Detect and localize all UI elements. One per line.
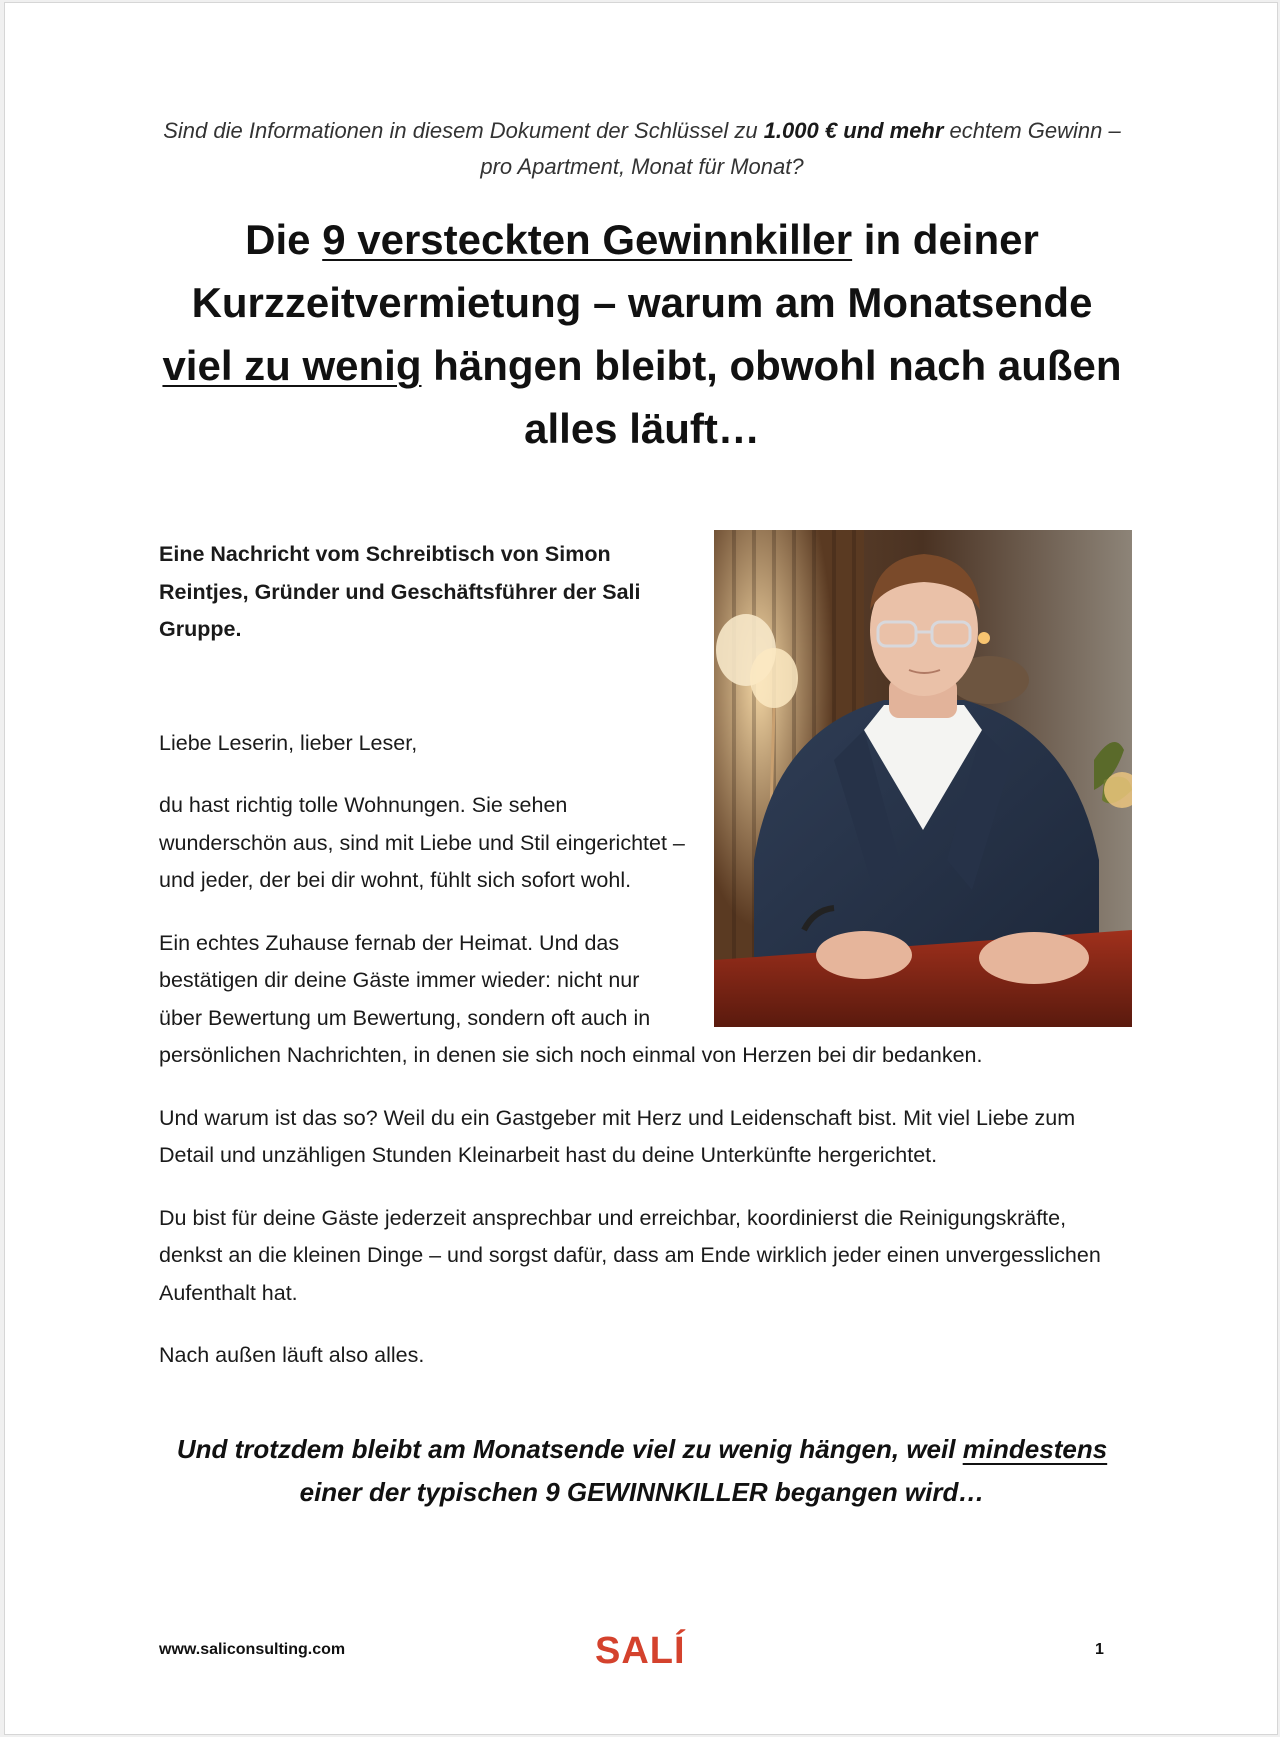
body-paragraph: Ein echtes Zuhause fernab der Heimat. Und das bestätigen dir deine Gäste immer wieder: nicht nur über Bewertung um Bewertung, sondern oft auch in persönlichen Nachrichten, in denen sie sich noch einmal von Herzen bei dir bedanken. [159,930,983,1067]
main-headline [155,208,1129,460]
intro-bold-amount: 1.000 € und mehr [763,118,944,143]
headline-text-3: hängen bleibt, obwohl nach außen alles läuft… [421,342,1122,452]
body-paragraph: Du bist für deine Gäste jederzeit ansprechbar und erreichbar, koordinierst die Reinigungskräfte, denkst an die kleinen Dinge – und sorgst dafür, dass am Ende wirklich jeder einen unvergesslichen Aufenthalt hat. [159,1205,1101,1305]
body-paragraph: Und warum ist das so? Weil du ein Gastgeber mit Herz und Leidenschaft bist. Mit viel Liebe zum Detail und unzähligen Stunden Kleinarbeit hast du deine Unterkünfte hergerichtet. [159,1105,1076,1167]
closing-statement [155,1428,1129,1514]
body-paragraph: Liebe Leserin, lieber Leser, [159,730,418,755]
closing-text-2: einer der typischen 9 GEWINNKILLER begangen wird… [299,1477,985,1507]
intro-text-2: echtem Gewinn – pro Apartment, Monat für Monat? [480,118,1121,179]
closing-text-1: Und trotzdem bleibt am Monatsende viel zu wenig hängen, weil [176,1434,963,1464]
body-paragraph: Nach außen läuft also alles. [159,1343,425,1367]
headline-text-1: Die [245,216,323,263]
headline-text-2: in deiner Kurzzeitvermietung – warum am Monatsende [191,216,1093,326]
sali-logo: SALÍ [595,1630,686,1672]
headline-underline-2: viel zu wenig [162,342,422,389]
sender-line: Eine Nachricht vom Schreibtisch von Simon Reintjes, Gründer und Geschäftsführer der Sali Gruppe. [159,542,641,641]
closing-underline: mindestens [962,1434,1108,1464]
document-page [4,2,1278,1735]
page-number: 1 [1095,1641,1104,1658]
letter-body [159,536,1119,1400]
footer-website-link[interactable]: www.saliconsulting.com [159,1641,346,1658]
intro-question [155,113,1129,185]
body-paragraph: du hast richtig tolle Wohnungen. Sie sehen wunderschön aus, sind mit Liebe und Stil eingerichtet – und jeder, der bei dir wohnt, fühlt sich sofort wohl. [159,793,685,892]
headline-underline-1: 9 versteckten Gewinnkiller [322,216,853,263]
intro-text-1: Sind die Informationen in diesem Dokument der Schlüssel zu [163,118,764,143]
